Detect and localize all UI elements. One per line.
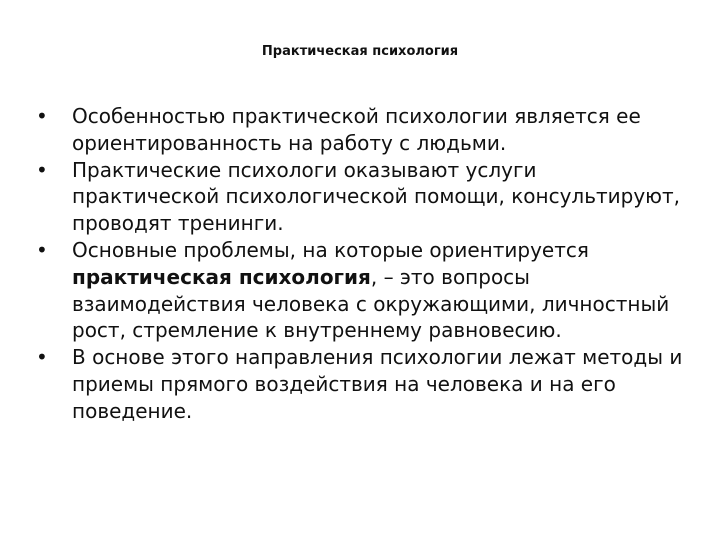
list-item-text-before: Основные проблемы, на которые ориентируется <box>72 237 589 262</box>
list-item <box>36 344 686 424</box>
bullet-icon: • <box>36 345 48 370</box>
list-item <box>36 157 686 237</box>
list-item <box>36 237 686 344</box>
bullet-icon: • <box>36 237 48 262</box>
bullet-icon: • <box>36 157 48 182</box>
list-item-text: Особенностью практической психологии является ее ориентированность на работу с людьми. <box>72 104 641 155</box>
list-item-text: В основе этого направления психологии лежат методы и приемы прямого воздействия на человека и на его поведение. <box>72 345 683 423</box>
list-item-bold-term: практическая психология <box>72 264 371 289</box>
list-item-text-after: , – это вопросы взаимодействия человека с окружающими, личностный рост, стремление к внутреннему равновесию. <box>72 264 670 343</box>
slide-title: Практическая психология <box>261 44 459 59</box>
bullet-list <box>36 103 686 425</box>
list-item-text: Практические психологи оказывают услуги практической психологической помощи, консультируют, проводят тренинги. <box>72 157 681 236</box>
list-item <box>36 103 686 157</box>
bullet-icon: • <box>36 104 48 128</box>
